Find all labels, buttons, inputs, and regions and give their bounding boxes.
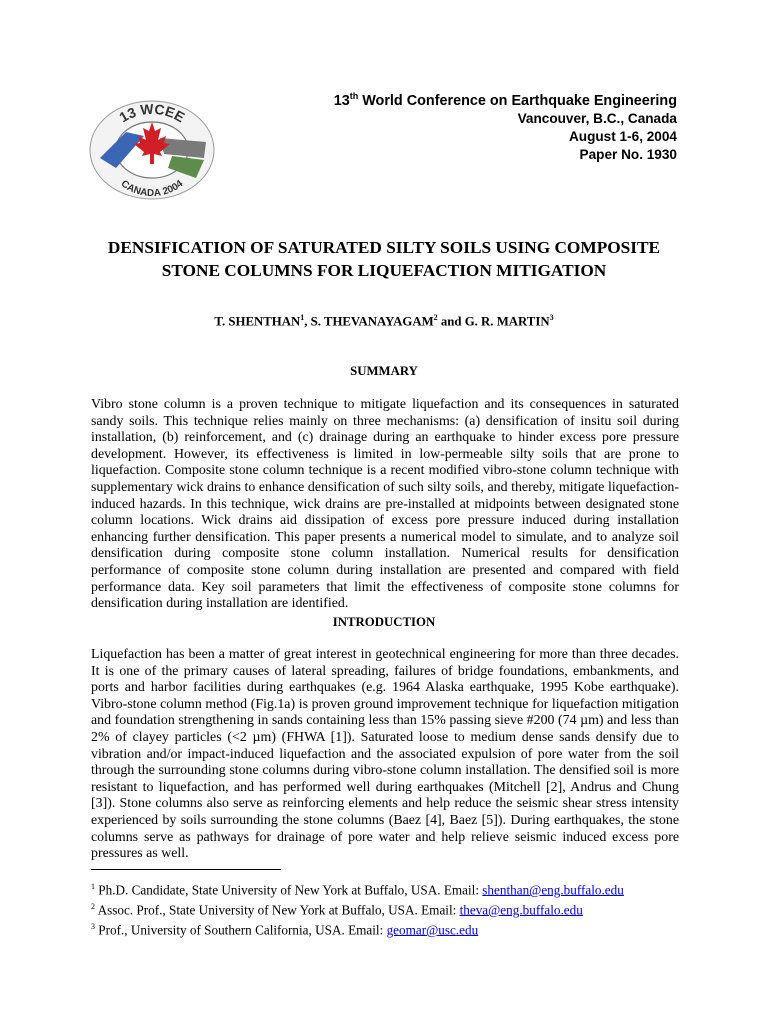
author-2: S. THEVANAYAGAM (310, 314, 434, 329)
footnote-2-text: Assoc. Prof., State University of New York at Buffalo, USA. Email: (95, 902, 460, 918)
paper-number: Paper No. 1930 (579, 147, 677, 162)
conference-header (334, 92, 677, 164)
footnote-3-text: Prof., University of Southern California, USA. Email: (95, 922, 387, 938)
author-1-mark: 1 (300, 313, 305, 322)
footnote-2 (91, 899, 691, 919)
conference-name (334, 92, 677, 110)
conference-ordinal-suffix: th (349, 91, 359, 102)
summary-paragraph: Vibro stone column is a proven technique to mitigate liquefaction and its consequences in saturated sandy soils. This technique relies mainly on three mechanisms: (a) densification of insitu soil during installation, (b) reinforcement, and (c) drainage during an earthquake to hinder excess pore pressure development. However, its effectiveness is limited in low-permeable silty soils that are prone to liquefaction. Composite stone column technique is a recent modified vibro-stone column technique with supplementary wick drains to enhance densification of such silty soils, and thereby, mitigate liquefaction-induced hazards. In this technique, wick drains are pre-installed at midpoints between designated stone column locations. Wick drains aid dissipation of excess pore pressure induced during installation enhancing further densification. This paper presents a numerical model to simulate, and to analyze soil densification during composite stone column installation. Numerical results for densification performance of composite stone column during installation are presented and compared with field performance data. Key soil parameters that limit the effectiveness of composite stone columns for densification during installation are identified. (91, 397, 679, 612)
author-separator-1: , (304, 314, 311, 329)
summary-heading: SUMMARY (350, 364, 418, 378)
author-list (60, 313, 708, 329)
conference-dates: August 1-6, 2004 (568, 129, 677, 144)
author-3: G. R. MARTIN (464, 314, 550, 329)
footnote-1 (91, 879, 691, 899)
logo-arc-bottom: CANADA 2004 (118, 178, 186, 200)
footnotes (91, 879, 691, 939)
footnote-3-email-link[interactable]: geomar@usc.edu (386, 922, 479, 938)
footnote-1-text: Ph.D. Candidate, State University of New York at Buffalo, USA. Email: (95, 882, 483, 898)
introduction-paragraph: Liquefaction has been a matter of great interest in geotechnical engineering for more than three decades. It is one of the primary causes of lateral spreading, failures of bridge foundations, embankments, and ports and harbor facilities during earthquakes (e.g. 1964 Alaska earthquake, 1995 Kobe earthquake). Vibro-stone column method (Fig.1a) is proven ground improvement technique for liquefaction mitigation and foundation strengthening in sands containing less than 15% passing sieve #200 (74 µm) and less than 2% of clayey particles (<2 µm) (FHWA [1]). Saturated loose to medium dense sands densify due to vibration and/or impact-induced liquefaction and the associated expulsion of pore water from the soil through the surrounding stone columns during vibro-stone column installation. The densified soil is more resistant to liquefaction, and has performed well during earthquakes (Mitchell [2], Andrus and Chung [3]). Stone columns also serve as reinforcing elements and help reduce the seismic shear stress intensity experienced by soils surrounding the stone columns (Baez [4], Baez [5]). During earthquakes, the stone columns serve as pathways for drainage of pore water and help relieve seismic induced excess pore pressures as well. (91, 647, 679, 862)
author-1: T. SHENTHAN (214, 314, 301, 329)
paper-title-line-2: STONE COLUMNS FOR LIQUEFACTION MITIGATION (161, 261, 607, 280)
footnote-divider (91, 869, 281, 870)
author-2-mark: 2 (433, 313, 438, 322)
footnote-1-mark: 1 (91, 882, 95, 891)
footnote-2-email-link[interactable]: theva@eng.buffalo.edu (459, 902, 583, 918)
conference-title: World Conference on Earthquake Engineering (358, 93, 677, 109)
conference-ordinal: 13 (333, 93, 350, 109)
footnote-2-mark: 2 (91, 901, 95, 911)
introduction-heading: INTRODUCTION (332, 615, 436, 629)
wcee-logo (86, 98, 218, 202)
footnote-3-mark: 3 (91, 921, 95, 931)
paper-title (60, 236, 708, 282)
footnote-3 (91, 919, 691, 939)
logo-arc-top: 13 WCEE (116, 100, 188, 126)
paper-title-line-1: DENSIFICATION OF SATURATED SILTY SOILS USING COMPOSITE (107, 238, 661, 257)
author-separator-2: and (437, 314, 465, 329)
author-3-mark: 3 (549, 313, 554, 322)
conference-location: Vancouver, B.C., Canada (517, 111, 677, 126)
footnote-1-email-link[interactable]: shenthan@eng.buffalo.edu (482, 882, 624, 898)
